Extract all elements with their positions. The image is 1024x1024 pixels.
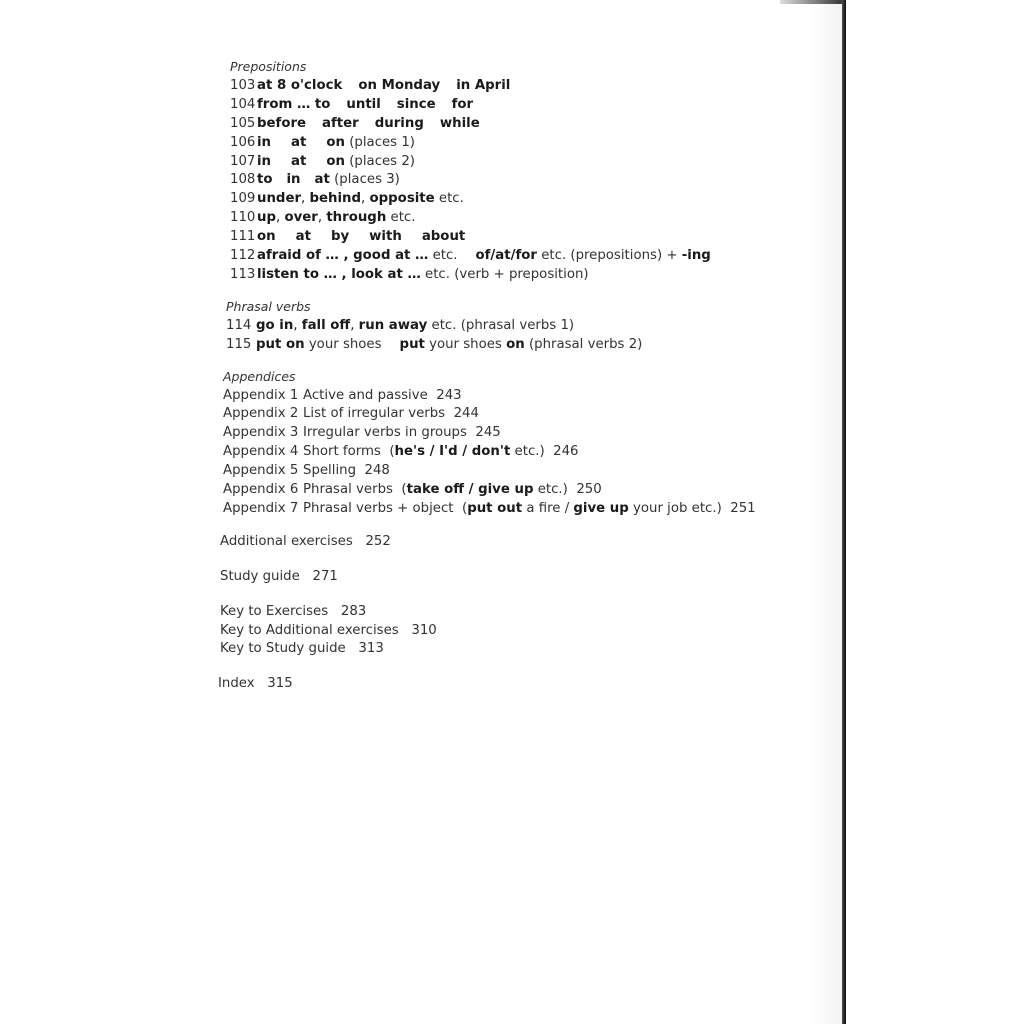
back-matter-key-to-exercises: Key to Exercises 283 xyxy=(220,603,367,619)
toc-row-115: 115 put on your shoes put your shoes on (phrasal verbs 2) xyxy=(226,336,643,352)
back-matter-key-to-study-guide: Key to Study guide 313 xyxy=(220,641,384,657)
toc-row-114: 114 go in, fall off, run away etc. (phrasal verbs 1) xyxy=(226,317,575,333)
appendix-row-5: Appendix 5 Spelling 248 xyxy=(223,463,390,479)
back-matter-study-guide: Study guide 271 xyxy=(220,568,338,584)
prepositions-section xyxy=(230,58,816,285)
page-edge-right xyxy=(842,0,846,1024)
toc-row-103: 103 at 8 o'clock on Monday in April xyxy=(230,77,511,93)
toc-row-105: 105 before after during while xyxy=(230,115,480,131)
back-matter-additional-exercises: Additional exercises 252 xyxy=(220,533,391,549)
back-matter-key-to-additional-exercises: Key to Additional exercises 310 xyxy=(220,622,437,638)
section-heading-appendices: Appendices xyxy=(223,368,296,384)
back-matter-section xyxy=(220,533,816,694)
appendix-row-3: Appendix 3 Irregular verbs in groups 245 xyxy=(223,425,501,441)
toc-row-109: 109 under, behind, opposite etc. xyxy=(230,191,464,207)
toc-row-113: 113 listen to … , look at … etc. (verb + preposition) xyxy=(230,266,589,282)
appendix-row-1: Appendix 1 Active and passive 243 xyxy=(223,387,462,403)
appendix-row-2: Appendix 2 List of irregular verbs 244 xyxy=(223,406,479,422)
toc-row-107: 107 in at on (places 2) xyxy=(230,153,415,169)
back-matter-index: Index 315 xyxy=(218,676,293,692)
section-heading-prepositions: Prepositions xyxy=(230,59,307,74)
appendix-row-7: Appendix 7 Phrasal verbs + object (put out a fire / give up your job etc.) 251 xyxy=(223,500,756,516)
appendix-row-6: Appendix 6 Phrasal verbs (take off / give up etc.) 250 xyxy=(223,482,602,498)
toc-row-111: 111 on at by with about xyxy=(230,229,466,245)
toc-row-108: 108 to in at (places 3) xyxy=(230,172,400,188)
toc-row-106: 106 in at on (places 1) xyxy=(230,134,415,150)
contents-page xyxy=(216,58,816,694)
toc-row-112: 112 afraid of … , good at … etc. of/at/for etc. (prepositions) + -ing xyxy=(230,248,711,264)
toc-row-104: 104 from … to until since for xyxy=(230,96,474,112)
appendices-section xyxy=(223,368,816,519)
appendix-row-4: Appendix 4 Short forms (he's / I'd / don't etc.) 246 xyxy=(223,444,579,460)
phrasal-verbs-section xyxy=(226,298,816,355)
page-edge-top xyxy=(780,0,844,4)
toc-row-110: 110 up, over, through etc. xyxy=(230,210,416,226)
section-heading-phrasal-verbs: Phrasal verbs xyxy=(226,298,311,314)
